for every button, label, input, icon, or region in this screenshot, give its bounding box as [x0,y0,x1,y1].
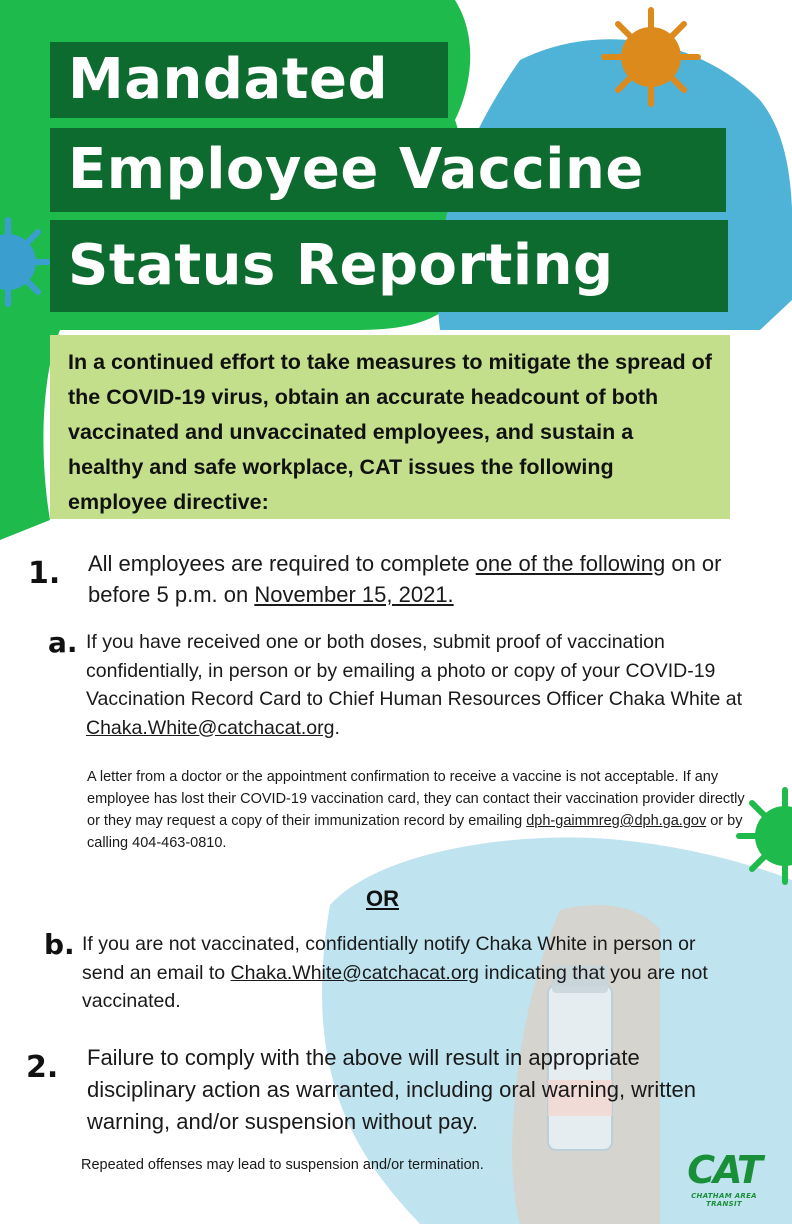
logo-subtitle: CHATHAM AREA TRANSIT [691,1192,757,1208]
item-1-number: 1. [28,556,61,591]
option-b-body: If you are not vaccinated, confidentially notify Chaka White in person or send an email to [82,933,696,984]
item-1-underline: one of the following [475,551,666,576]
option-a-letter: a. [48,626,78,659]
title-text: Employee Vaccine [68,137,644,202]
option-b-letter: b. [44,928,75,961]
option-b-text [82,930,732,1016]
option-a-end: . [334,716,340,739]
title-line-3 [50,220,728,312]
option-a-body: If you have received one or both doses, submit proof of vaccination confidentially, in person or by emailing a photo or copy of your COVID-19 Vaccination Record Card to Chief Human Resources Officer Chaka White at [86,631,743,710]
item-1-text-b: on or before 5 p.m. on [88,551,722,607]
title-text: Mandated [68,47,389,112]
footer-note: Repeated offenses may lead to suspension and/or termination. [81,1157,484,1173]
or-label: OR [366,886,399,911]
option-a-email-link[interactable]: Chaka.White@catchacat.org [86,716,335,739]
note-phone: or by calling 404-463-0810. [87,813,743,851]
logo-text: CAT [687,1148,761,1192]
title-line-2 [50,128,726,212]
option-b-email-link[interactable]: Chaka.White@catchacat.org [230,961,480,984]
item-2-number: 2. [26,1050,59,1085]
intro-box: In a continued effort to take measures to mitigate the spread of the COVID-19 virus, obtain an accurate headcount of both vaccinated and unvaccinated employees, and sustain a healthy and safe workplace, CAT issues the following employee directive: [50,335,730,519]
item-1-text-a: All employees are required to complete [88,551,476,576]
note-body: A letter from a doctor or the appointment confirmation to receive a vaccine is not acceptable. If any employee has lost their COVID-19 vaccination card, they can contact their vaccination provider directly or they may request a copy of their immunization record by emailing [87,769,745,829]
note-email-link[interactable]: dph-gaimmreg@dph.ga.gov [526,813,707,829]
vaccination-note [87,766,747,854]
item-1-text [88,548,748,610]
orange-virus-icon [604,10,698,104]
title-line-1 [50,42,448,118]
item-2-text: Failure to comply with the above will result in appropriate disciplinary action as warranted, including oral warning, written warning, and/or suspension without pay. [87,1045,696,1134]
title-text: Status Reporting [68,233,614,298]
deadline: November 15, 2021. [254,582,454,607]
option-b-end: indicating that you are not vaccinated. [82,961,708,1012]
option-a-text [86,628,756,742]
cat-logo [674,1148,774,1206]
